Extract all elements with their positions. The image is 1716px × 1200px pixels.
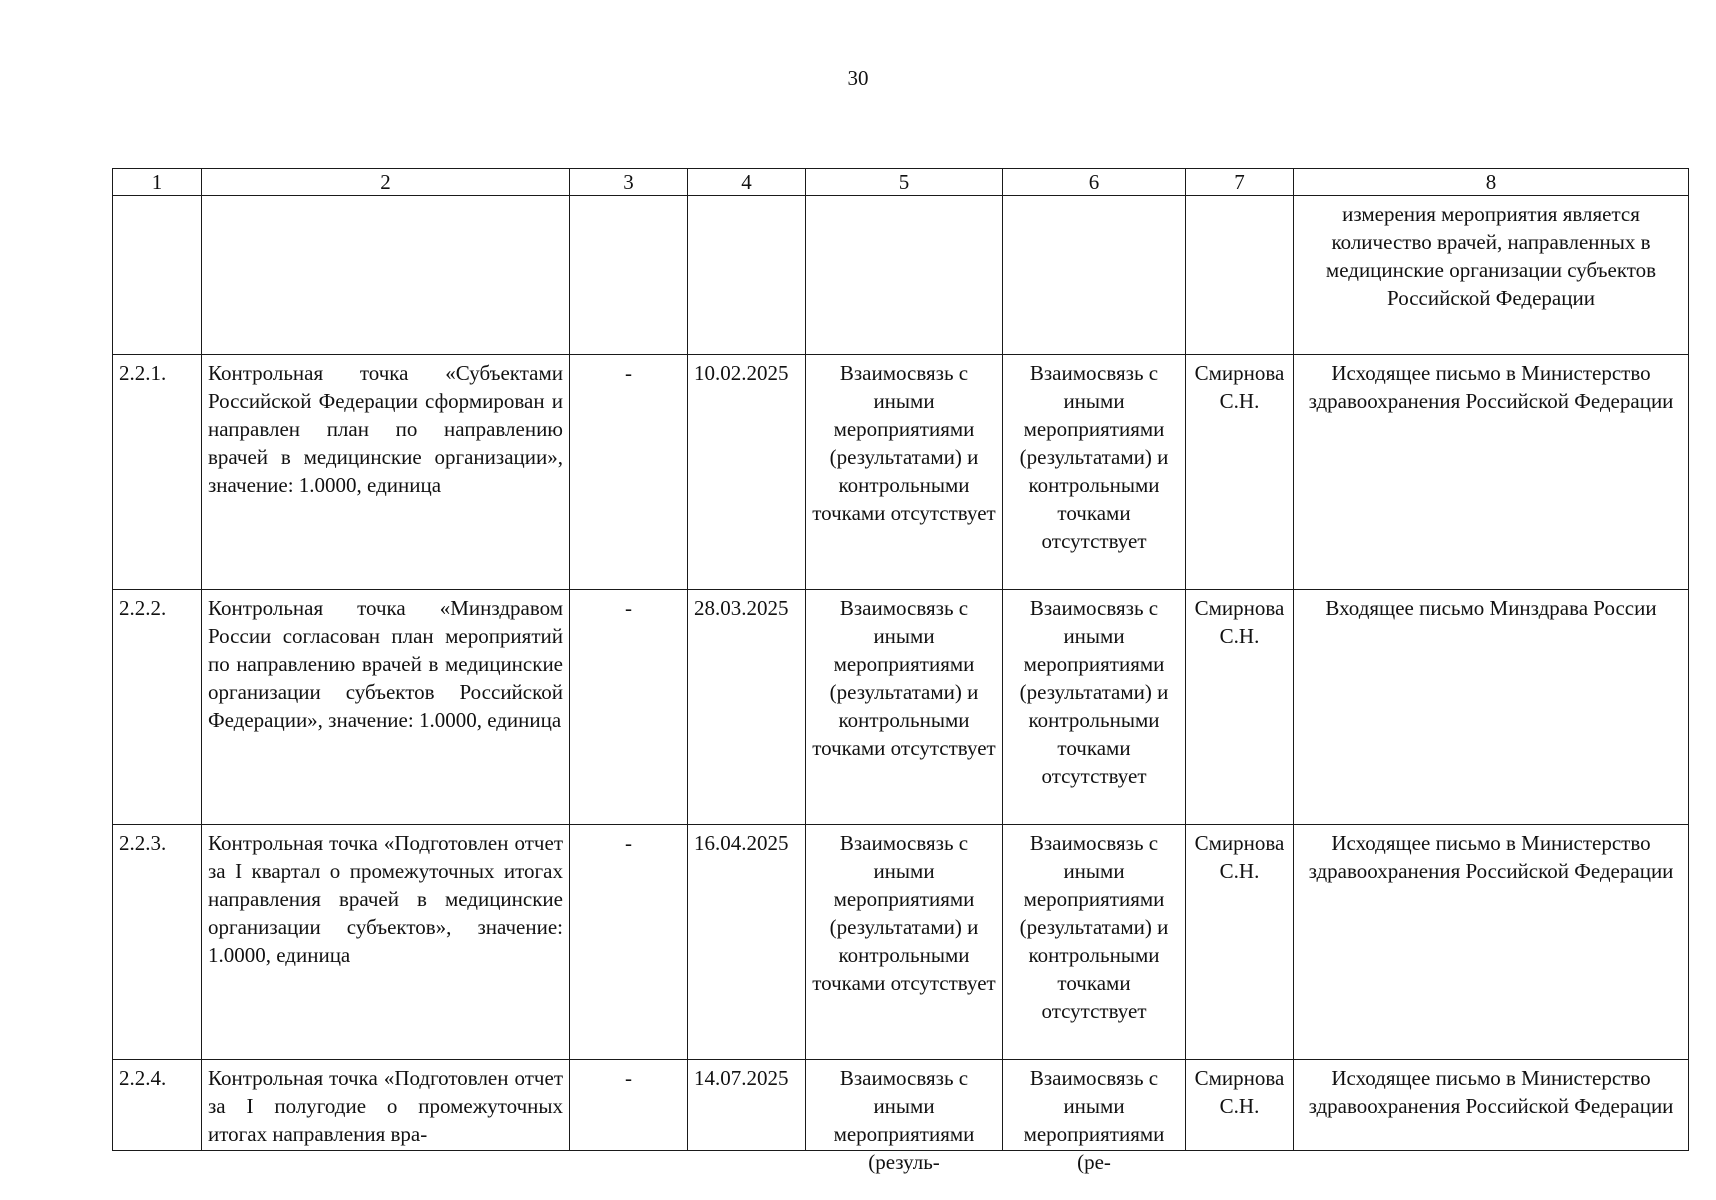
header-row (113, 169, 1689, 196)
page-number: 30 (847, 66, 869, 90)
row-date: 28.03.2025 (688, 590, 806, 825)
row-col3: - (570, 825, 688, 1060)
cell-empty (1186, 196, 1294, 355)
header-col-4: 4 (688, 169, 806, 196)
cell-empty (806, 196, 1003, 355)
row-responsible-text: Смирнова С.Н. (1194, 1066, 1285, 1118)
row-date: 10.02.2025 (688, 355, 806, 590)
table-row (113, 355, 1689, 590)
header-col-8: 8 (1294, 169, 1689, 196)
header-col-5: 5 (806, 169, 1003, 196)
header-col-6: 6 (1003, 169, 1186, 196)
row-number: 2.2.3. (113, 825, 202, 1060)
row-date (688, 1060, 806, 1151)
row-responsible (1186, 1060, 1294, 1151)
row-date-text: 14.07.2025 (694, 1066, 789, 1090)
cell-empty (688, 196, 806, 355)
row-col6 (1003, 1060, 1186, 1174)
row-col5-text: Взаимосвязь с иными мероприятиями (резуль- (833, 1066, 975, 1174)
row-number-text: 2.2.4. (119, 1066, 167, 1090)
row-number (113, 1060, 202, 1151)
table-row (113, 825, 1689, 1060)
row-responsible: Смирнова С.Н. (1186, 590, 1294, 825)
table-row (113, 1060, 1689, 1151)
row-col6: Взаимосвязь с иными мероприятиями (результатами) и контрольными точками отсутствует (1003, 590, 1186, 825)
row-document: Входящее письмо Минздрава России (1294, 590, 1689, 825)
row-document: Исходящее письмо в Министерство здравоохранения Российской Федерации (1294, 825, 1689, 1060)
row-document-text: Исходящее письмо в Министерство здравоохранения Российской Федерации (1308, 1066, 1674, 1118)
row-document (1294, 1060, 1689, 1151)
row-responsible: Смирнова С.Н. (1186, 355, 1294, 590)
row-col5: Взаимосвязь с иными мероприятиями (результатами) и контрольными точками отсутствует (806, 355, 1003, 590)
row-col3-text: - (625, 1066, 632, 1090)
header-col-3: 3 (570, 169, 688, 196)
continuation-row (113, 196, 1689, 355)
row-description: Контрольная точка «Субъектами Российской Федерации сформирован и направлен план по направлению врачей в медицинские организации», значение: 1.0000, единица (202, 355, 570, 590)
row-description-text: Контрольная точка «Подготовлен отчет за I полугодие о промежуточных итогах направления вра- (208, 1066, 563, 1146)
row-col5: Взаимосвязь с иными мероприятиями (результатами) и контрольными точками отсутствует (806, 825, 1003, 1060)
control-points-table (112, 168, 1689, 1174)
row-col6-text: Взаимосвязь с иными мероприятиями (ре- (1023, 1066, 1165, 1174)
header-col-1: 1 (113, 169, 202, 196)
continuation-document-cell: измерения мероприятия является количество врачей, направленных в медицинские организации субъектов Российской Федерации (1294, 196, 1689, 355)
row-number: 2.2.2. (113, 590, 202, 825)
row-description (202, 1060, 570, 1151)
row-description: Контрольная точка «Подготовлен отчет за I квартал о промежуточных итогах направления врачей в медицинские организации субъектов», значение: 1.0000, единица (202, 825, 570, 1060)
row-col6: Взаимосвязь с иными мероприятиями (результатами) и контрольными точками отсутствует (1003, 355, 1186, 590)
row-number: 2.2.1. (113, 355, 202, 590)
row-col3 (570, 1060, 688, 1151)
cell-empty (570, 196, 688, 355)
row-col3: - (570, 590, 688, 825)
table-row (113, 590, 1689, 825)
header-col-2: 2 (202, 169, 570, 196)
row-date: 16.04.2025 (688, 825, 806, 1060)
header-col-7: 7 (1186, 169, 1294, 196)
row-responsible: Смирнова С.Н. (1186, 825, 1294, 1060)
row-document: Исходящее письмо в Министерство здравоохранения Российской Федерации (1294, 355, 1689, 590)
row-col6: Взаимосвязь с иными мероприятиями (результатами) и контрольными точками отсутствует (1003, 825, 1186, 1060)
row-col5: Взаимосвязь с иными мероприятиями (результатами) и контрольными точками отсутствует (806, 590, 1003, 825)
cell-empty (113, 196, 202, 355)
row-col3: - (570, 355, 688, 590)
cell-empty (202, 196, 570, 355)
cell-empty (1003, 196, 1186, 355)
row-col5 (806, 1060, 1003, 1174)
row-description: Контрольная точка «Минздравом России согласован план мероприятий по направлению врачей в медицинские организации субъектов Российской Федерации», значение: 1.0000, единица (202, 590, 570, 825)
